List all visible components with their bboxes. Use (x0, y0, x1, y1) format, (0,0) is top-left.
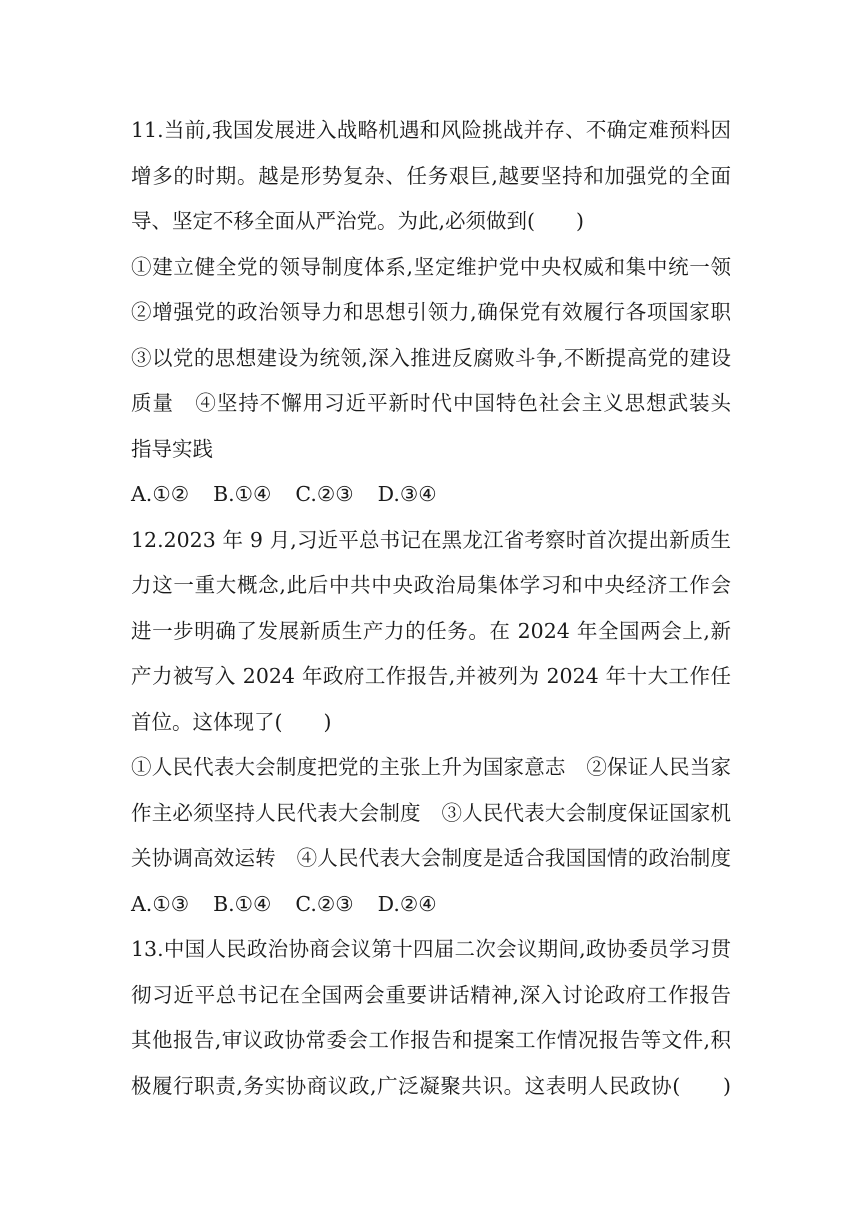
option-d: D.②④ (377, 891, 437, 916)
option-c: C.②③ (295, 482, 354, 506)
question-11 (131, 108, 731, 518)
option-b: B.①④ (213, 891, 272, 916)
option-d: D.③④ (377, 482, 437, 506)
question-text-line: 12.2023 年 9 月,习近平总书记在黑龙江省考察时首次提出新质生 (131, 527, 731, 552)
question-text-line: 增多的时期。越是形势复杂、任务艰巨,越要坚持和加强党的全面 (131, 163, 731, 188)
statement-line: ③以党的思想建设为统领,深入推进反腐败斗争,不断提高党的建设 (131, 345, 731, 370)
question-text-line: 力这一重大概念,此后中共中央政治局集体学习和中央经济工作会 (131, 573, 731, 597)
question-text-line: 产力被写入 2024 年政府工作报告,并被列为 2024 年十大工作任 (131, 664, 731, 688)
document-page (131, 108, 731, 1109)
statement-line: 作主必须坚持人民代表大会制度 ③人民代表大会制度保证国家机 (131, 800, 731, 825)
question-text-line: 13.中国人民政治协商会议第十四届二次会议期间,政协委员学习贯 (131, 937, 731, 961)
statement-line: 指导实践 (131, 436, 213, 461)
statement-line: ①人民代表大会制度把党的主张上升为国家意志 ②保证人民当家 (131, 755, 731, 779)
question-text-line: 极履行职责,务实协商议政,广泛凝聚共识。这表明人民政协( ) (131, 1073, 731, 1098)
answer-options (131, 472, 731, 518)
statement-line: 关协调高效运转 ④人民代表大会制度是适合我国国情的政治制度 (131, 846, 731, 870)
option-c: C.②③ (295, 891, 354, 916)
question-text-line: 其他报告,审议政协常委会工作报告和提案工作情况报告等文件,积 (131, 1028, 731, 1052)
option-a: A.①② (131, 482, 190, 506)
question-text-line: 彻习近平总书记在全国两会重要讲话精神,深入讨论政府工作报告 (131, 982, 731, 1007)
statement-line: ②增强党的政治领导力和思想引领力,确保党有效履行各项国家职 (131, 300, 731, 324)
question-text-line: 首位。这体现了( ) (131, 709, 332, 734)
question-text-line: 11.当前,我国发展进入战略机遇和风险挑战并存、不确定难预料因 (131, 118, 731, 142)
statement-line: ①建立健全党的领导制度体系,坚定维护党中央权威和集中统一领 (131, 254, 731, 279)
statement-line: 质量 ④坚持不懈用习近平新时代中国特色社会主义思想武装头 (131, 391, 731, 415)
question-text-line: 进一步明确了发展新质生产力的任务。在 2024 年全国两会上,新 (131, 618, 731, 643)
option-a: A.①③ (131, 891, 190, 916)
question-text-line: 导、坚定不移全面从严治党。为此,必须做到( ) (131, 209, 585, 233)
answer-options (131, 882, 731, 928)
question-12 (131, 518, 731, 928)
question-13 (131, 927, 731, 1109)
option-b: B.①④ (213, 482, 272, 506)
